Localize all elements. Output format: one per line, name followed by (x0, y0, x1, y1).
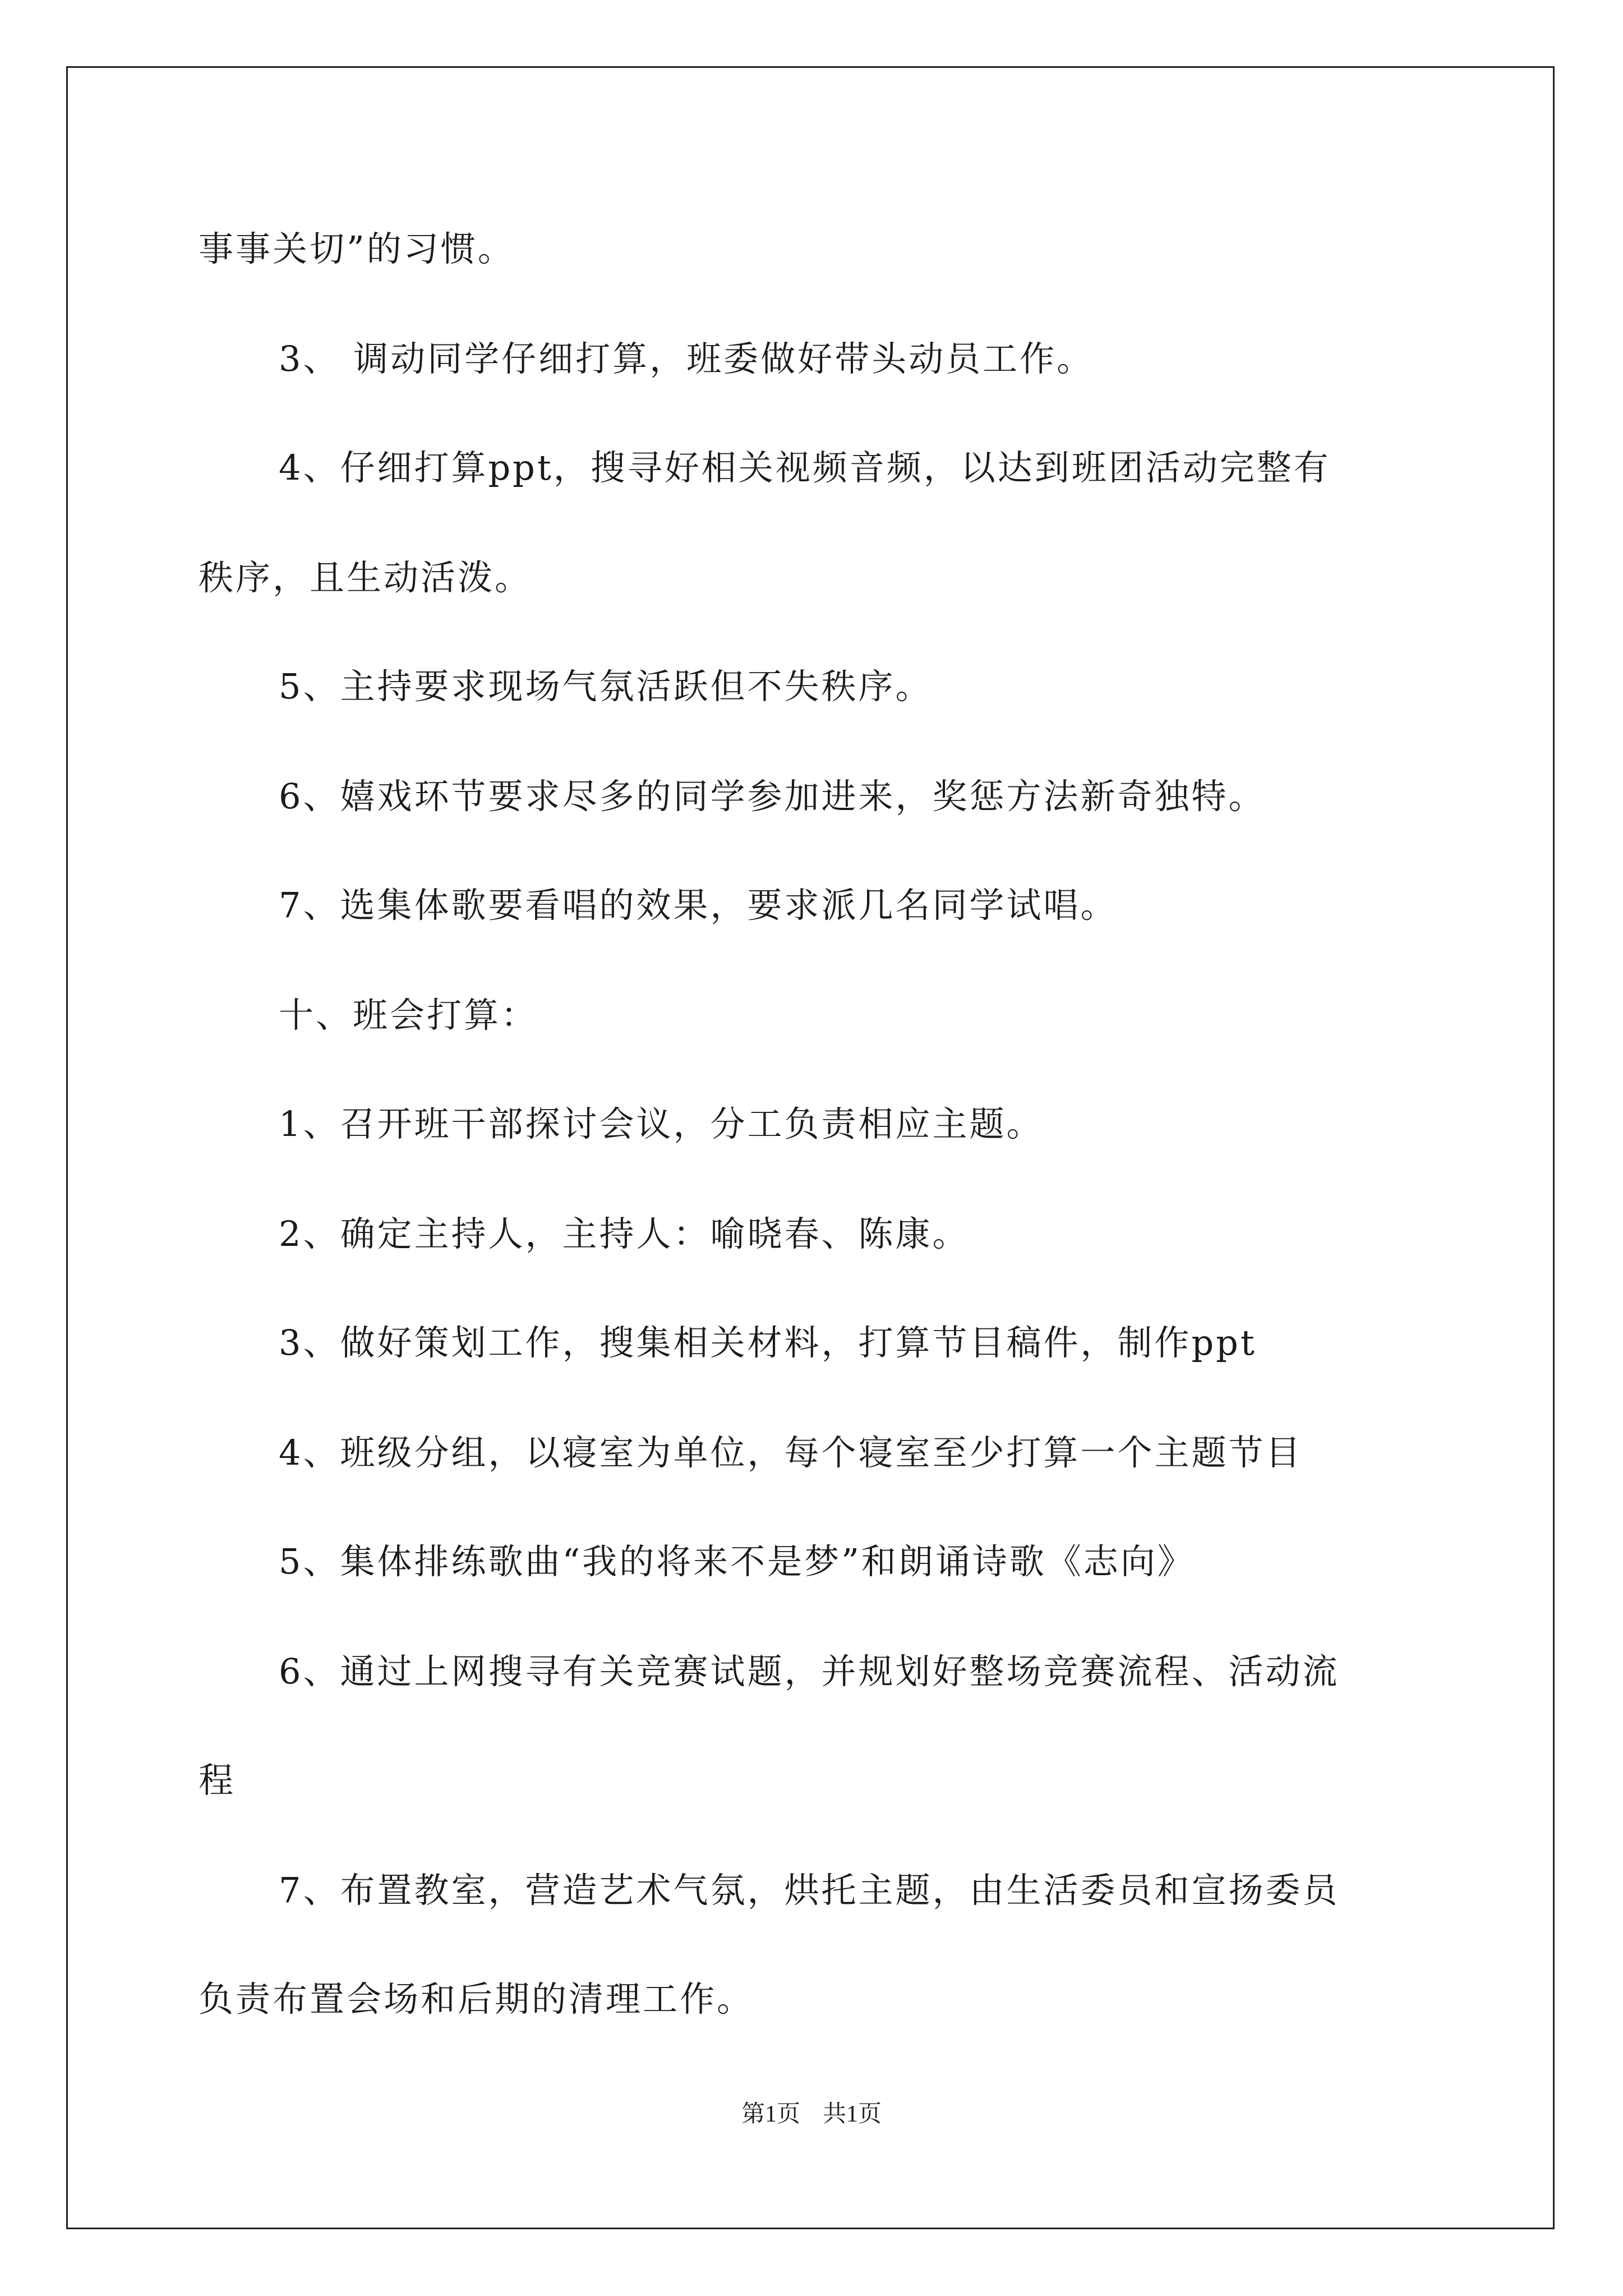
text-line: 4、班级分组，以寝室为单位，每个寝室至少打算一个主题节目 (279, 1432, 1303, 1473)
page-number-total: 共1页 (823, 2101, 882, 2127)
text-line: 6、嬉戏环节要求尽多的同学参加进来，奖惩方法新奇独特。 (279, 776, 1266, 817)
text-line: 负责布置会场和后期的清理工作。 (199, 1978, 754, 2019)
text-line: 3、 调动同学仔细打算，班委做好带头动员工作。 (279, 338, 1094, 379)
page-number-current: 第1页 (741, 2101, 800, 2127)
page-footer (0, 2099, 1623, 2129)
text-line: 事事关切”的习惯。 (199, 228, 515, 269)
text-line: 5、集体排练歌曲“我的将来不是梦”和朗诵诗歌《志向》 (279, 1541, 1195, 1582)
text-line: 4、仔细打算ppt，搜寻好相关视频音频，以达到班团活动完整有 (279, 447, 1331, 488)
text-line: 7、布置教室，营造艺术气氛，烘托主题，由生活委员和宣扬委员 (279, 1870, 1340, 1911)
text-line: 程 (199, 1760, 236, 1801)
text-line: 1、召开班干部探讨会议，分工负责相应主题。 (279, 1103, 1044, 1144)
text-line: 2、确定主持人，主持人：喻晓春、陈康。 (279, 1213, 970, 1254)
text-line: 3、做好策划工作，搜集相关材料，打算节目稿件，制作ppt (279, 1322, 1257, 1363)
text-line: 秩序，且生动活泼。 (199, 557, 532, 598)
section-heading: 十、班会打算： (279, 995, 538, 1036)
text-line: 7、选集体歌要看唱的效果，要求派几名同学试唱。 (279, 885, 1118, 926)
text-line: 6、通过上网搜寻有关竞赛试题，并规划好整场竞赛流程、活动流 (279, 1651, 1340, 1692)
text-line: 5、主持要求现场气氛活跃但不失秩序。 (279, 666, 933, 707)
